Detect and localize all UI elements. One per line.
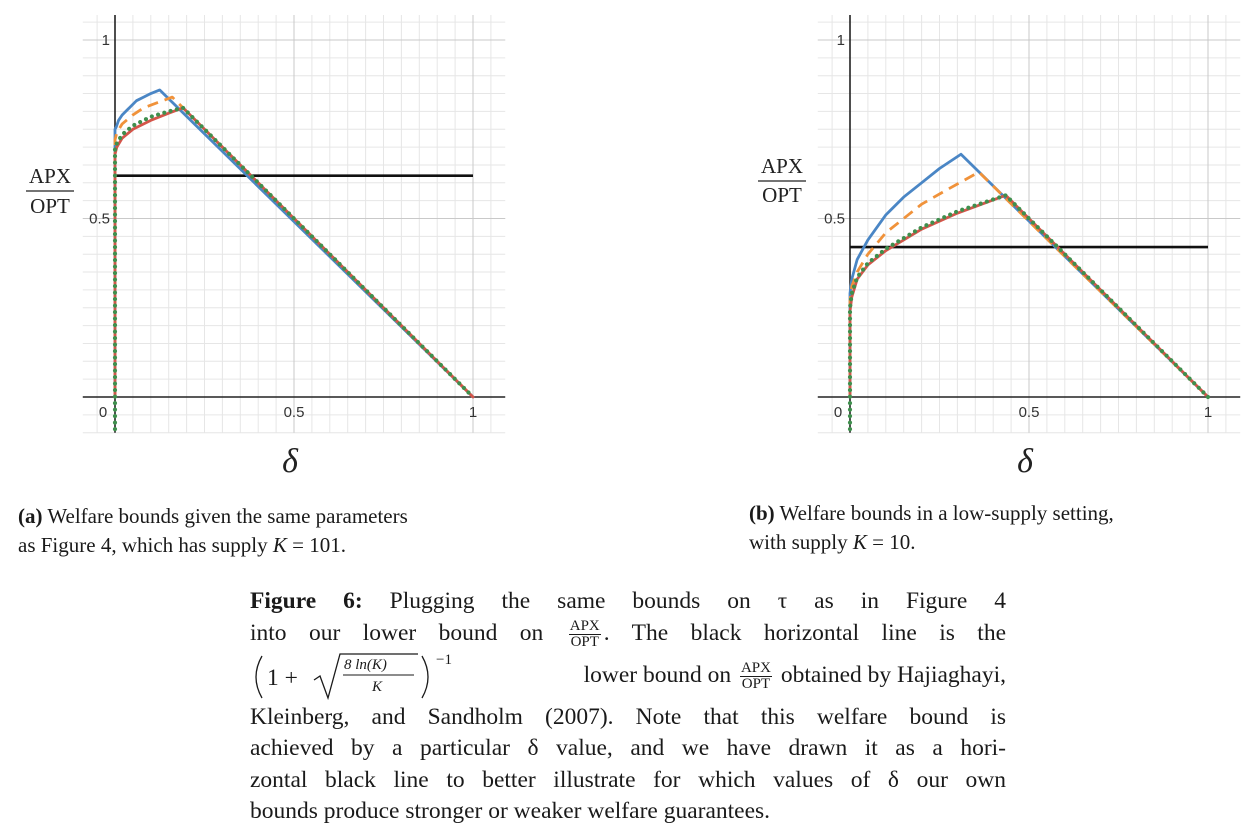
formula-radicand-den: K [372,678,383,695]
x-tick-label: 1 [1203,404,1213,421]
x-tick-label: 0.5 [1018,404,1040,421]
subcaption-a-var: K [272,533,287,557]
fraction-denominator-2: OPT [741,675,771,692]
figure-caption-line7: bounds produce stronger or weaker welfare guarantees. [250,798,771,825]
chart-b-canvas [735,0,1250,490]
x-axis-label: δ [282,443,298,480]
y-tick-label: 1 [101,32,110,49]
y-label-numerator: APX [28,164,72,188]
subcaption-b-line2-post: = 10. [866,530,916,554]
subcaption-a [18,502,508,560]
x-tick-label: 0.5 [283,404,305,421]
figure-caption [250,586,1006,828]
subcaption-a-line1: Welfare bounds given the same parameters [47,504,408,528]
figure-caption-line2-post: . The black horizontal line is the [603,619,1007,646]
y-label-denominator: OPT [30,194,70,218]
y-label-denominator: OPT [762,183,802,207]
formula-right-paren [422,656,428,698]
subcaption-b-line2-pre: with supply [749,530,853,554]
x-tick-label: 0 [833,404,843,421]
figure-caption-line3 [250,650,1006,702]
subcaption-a-line2-pre: as Figure 4, which has supply [18,533,273,557]
formula-radicand-num: 8 ln(K) [344,656,387,673]
subcaption-a-line2-post: = 101. [286,533,347,557]
x-tick-label: 1 [468,404,478,421]
subcaption-a-label: (a) [18,504,43,528]
fraction-numerator-2: APX [740,659,771,676]
chart-a-canvas [0,0,515,490]
x-tick-label: 0 [98,404,108,421]
formula-left-paren [256,656,262,698]
inline-fraction-apx-opt-2 [740,661,772,692]
formula-exponent: −1 [436,651,452,668]
figure-caption-line2 [250,618,1006,650]
subcaption-b-label: (b) [749,501,775,525]
figure-caption-line1-text: Plugging the same bounds on τ as in Figure 4 [389,588,1007,614]
figure-caption-line2-pre: into our lower bound on [250,619,544,646]
y-label-numerator: APX [760,154,804,178]
subcaption-b-line1: Welfare bounds in a low-supply setting, [779,501,1114,525]
y-tick-label: 0.5 [824,210,845,228]
inline-fraction-apx-opt [569,619,601,650]
grid [83,15,505,433]
grid [818,15,1240,433]
subcaption-b-var: K [852,530,867,554]
formula [250,650,460,702]
figure-caption-line4: Kleinberg, and Sandholm (2007). Note that this welfare bound is [250,703,1006,730]
figure-caption-line5: achieved by a particular δ value, and we have drawn it as a hori- [250,735,1006,762]
figure-caption-line1 [250,586,1006,618]
y-tick-label: 0.5 [89,210,110,228]
formula-one-plus: 1 + [267,664,298,691]
figure-caption-line3-mid: lower bound on $\frac{\text{APX}}{\text{OPT}}$ obtained by Hajiaghayi, [583,659,1006,692]
fraction-denominator: OPT [570,633,599,650]
plot-a [0,0,515,490]
fraction-numerator: APX [569,617,600,634]
subcaption-b [749,499,1239,557]
figure-caption-line6: zontal black line to better illustrate for which values of δ our own [250,766,1006,793]
figure-caption-label: Figure 6: [250,588,363,614]
x-axis-label: δ [1017,443,1033,480]
formula-svg [250,650,460,702]
y-tick-label: 1 [836,32,845,49]
plot-b [735,0,1250,490]
